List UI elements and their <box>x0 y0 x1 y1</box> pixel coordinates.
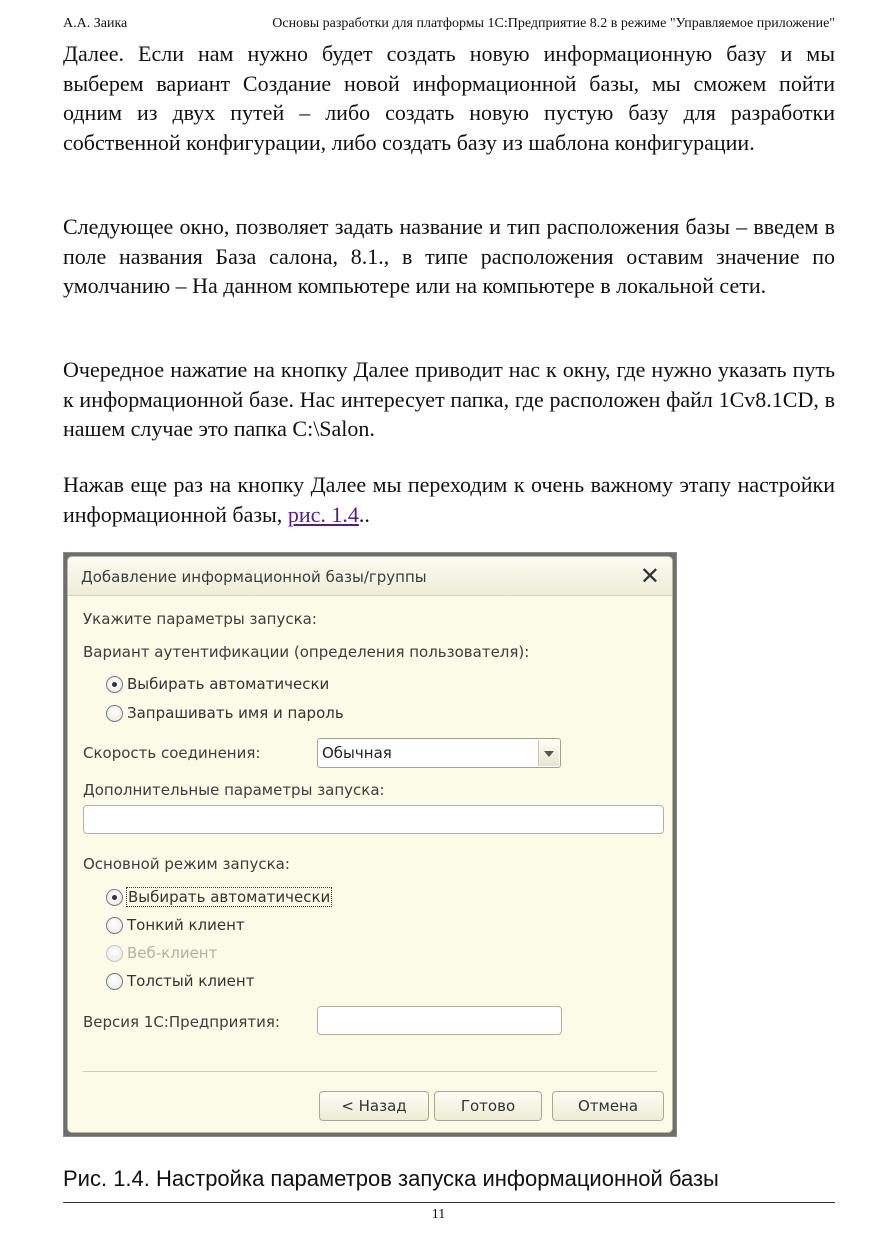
paragraph-4-suffix: .. <box>358 501 370 527</box>
paragraph-2: Следующее окно, позволяет задать название и тип расположения базы – введем в поле названия База салона, 8.1., в типе расположения оставим значение по умолчанию – На данном компьютере или на компьютере в локальной сети. <box>63 214 835 298</box>
version-label: Версия 1С:Предприятия: <box>83 1013 280 1031</box>
speed-select[interactable] <box>317 738 561 768</box>
mode-option-web <box>106 942 217 964</box>
dialog-titlebar <box>68 557 672 596</box>
radio-icon <box>106 676 123 693</box>
auth-option-auto[interactable] <box>106 673 329 695</box>
figure-caption: Рис. 1.4. Настройка параметров запуска информационной базы <box>63 1166 719 1191</box>
radio-icon <box>106 917 123 934</box>
auth-option-auto-label: Выбирать автоматически <box>127 675 330 693</box>
radio-icon <box>106 945 123 962</box>
paragraph-4-text: Нажав еще раз на кнопку Далее мы переходим к очень важному этапу настройки информационной базы, <box>63 472 835 527</box>
extra-params-input[interactable] <box>83 805 664 834</box>
auth-option-ask-label: Запрашивать имя и пароль <box>127 704 344 722</box>
mode-label: Основной режим запуска: <box>83 855 290 873</box>
mode-option-auto-label: Выбирать автоматически <box>128 888 331 906</box>
page-number: 11 <box>431 1207 446 1222</box>
figure-link[interactable]: рис. 1.4 <box>287 501 359 527</box>
footer-rule <box>63 1202 835 1203</box>
mode-option-thick[interactable] <box>106 970 254 992</box>
paragraph-1: Далее. Если нам нужно будет создать новую информационную базу и мы выберем вариант Создание новой информационной базы, мы сможем пойти одним из двух путей – либо создать новую пустую базу для разработки собственной конфигурации, либо создать базу из шаблона конфигурации. <box>63 41 835 155</box>
header-author: А.А. Заика <box>63 16 128 31</box>
launch-params-label: Укажите параметры запуска: <box>83 610 317 628</box>
auth-option-ask[interactable] <box>106 702 344 724</box>
close-icon[interactable]: ✕ <box>639 562 660 590</box>
mode-option-web-label: Веб-клиент <box>127 944 218 962</box>
paragraph-4 <box>63 470 835 529</box>
paragraph-3: Очередное нажатие на кнопку Далее приводит нас к окну, где нужно указать путь к информационной базе. Нас интересует папка, где расположен файл 1Cv8.1CD, в нашем случае это папка C:\Salon. <box>63 357 835 441</box>
dialog-screenshot <box>63 552 677 1137</box>
speed-label: Скорость соединения: <box>83 744 261 762</box>
speed-select-value: Обычная <box>322 744 392 762</box>
radio-icon <box>106 705 123 722</box>
radio-icon <box>106 973 123 990</box>
mode-option-auto[interactable] <box>106 886 331 908</box>
page-header <box>63 16 835 34</box>
dialog-window <box>67 556 673 1133</box>
mode-option-thin-label: Тонкий клиент <box>127 916 245 934</box>
radio-icon <box>106 889 123 906</box>
mode-option-thick-label: Толстый клиент <box>127 972 255 990</box>
dialog-separator <box>83 1071 657 1072</box>
extra-params-label: Дополнительные параметры запуска: <box>83 781 385 799</box>
version-input[interactable] <box>317 1006 562 1035</box>
chevron-down-icon[interactable] <box>538 740 559 766</box>
cancel-button[interactable]: Отмена <box>552 1091 664 1121</box>
auth-label: Вариант аутентификации (определения пользователя): <box>83 643 530 661</box>
header-book-title: Основы разработки для платформы 1С:Предприятие 8.2 в режиме "Управляемое приложение" <box>272 16 835 31</box>
finish-button[interactable]: Готово <box>434 1091 542 1121</box>
dialog-title: Добавление информационной базы/группы <box>81 568 427 586</box>
back-button[interactable]: < Назад <box>319 1091 429 1121</box>
mode-option-thin[interactable] <box>106 914 245 936</box>
